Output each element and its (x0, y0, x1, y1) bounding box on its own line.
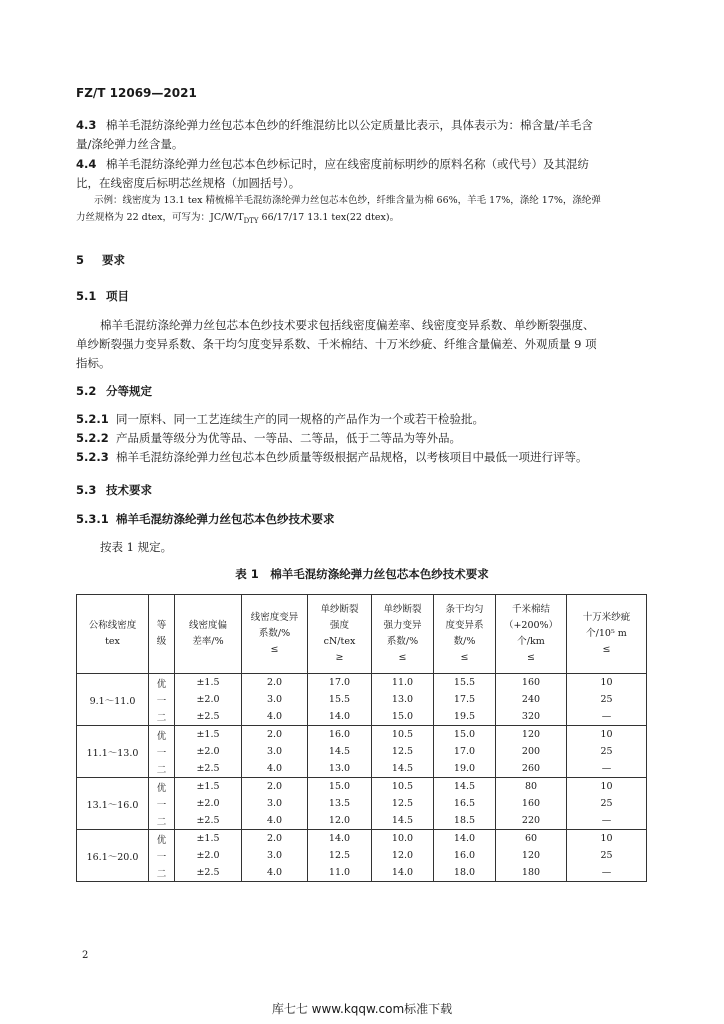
value-cell: 19.5 (434, 708, 496, 726)
section-5-heading (76, 252, 125, 268)
value-cell: 120 (496, 726, 567, 744)
table-header-cell (242, 595, 308, 674)
value-cell: 16.0 (434, 847, 496, 864)
table-row (77, 795, 647, 812)
value-cell: 14.0 (372, 864, 434, 882)
section-number: 5.2 (76, 384, 97, 398)
value-cell: 14.5 (372, 760, 434, 778)
header-line: 系数/% (386, 636, 419, 647)
value-cell: 2.0 (242, 830, 308, 848)
grade-cell: 优 (149, 830, 175, 848)
value-cell: ±2.5 (175, 760, 242, 778)
table-row (77, 830, 647, 848)
grade-cell: 优 (149, 778, 175, 796)
header-line: ≤ (527, 652, 535, 663)
body-line: 指标。 (76, 356, 111, 370)
value-cell: 11.0 (372, 674, 434, 692)
value-cell: 13.0 (308, 760, 372, 778)
value-cell: 220 (496, 812, 567, 830)
value-cell: 3.0 (242, 795, 308, 812)
table-row (77, 864, 647, 882)
clause-number: 5.2.3 (76, 450, 109, 464)
header-line: 个/10⁵ m (586, 628, 627, 639)
value-cell: 4.0 (242, 760, 308, 778)
value-cell: 16.0 (308, 726, 372, 744)
value-cell: ±2.0 (175, 691, 242, 708)
clause-text: 棉羊毛混纺涤纶弹力丝包芯本色纱标记时，应在线密度前标明纱的原料名称（或代号）及其混纺 (106, 157, 589, 171)
grade-cell: 二 (149, 708, 175, 726)
value-cell: 10 (567, 726, 647, 744)
value-cell: 17.5 (434, 691, 496, 708)
value-cell: 12.0 (308, 812, 372, 830)
example-subscript: DTY (243, 216, 259, 225)
value-cell: 25 (567, 743, 647, 760)
section-5-3-heading (76, 482, 152, 498)
value-cell: 14.5 (372, 812, 434, 830)
table-row (77, 778, 647, 796)
clause-text: 产品质量等级分为优等品、一等品、二等品，低于二等品为等外品。 (116, 431, 461, 445)
value-cell: 18.5 (434, 812, 496, 830)
value-cell: 320 (496, 708, 567, 726)
grade-cell: 一 (149, 795, 175, 812)
value-cell: 25 (567, 795, 647, 812)
value-cell: ±1.5 (175, 674, 242, 692)
grade-cell: 一 (149, 847, 175, 864)
table-reference: 按表 1 规定。 (100, 540, 173, 554)
header-line: 个/km (517, 636, 545, 647)
header-line: 单纱断裂 (383, 604, 422, 615)
section-title: 项目 (106, 289, 129, 303)
value-cell: 3.0 (242, 743, 308, 760)
value-cell: 15.0 (372, 708, 434, 726)
value-cell: 10 (567, 830, 647, 848)
value-cell: 13.0 (372, 691, 434, 708)
value-cell: 2.0 (242, 778, 308, 796)
section-title: 棉羊毛混纺涤纶弹力丝包芯本色纱技术要求 (116, 512, 335, 526)
value-cell: 14.0 (434, 830, 496, 848)
table-row (77, 812, 647, 830)
value-cell: 2.0 (242, 674, 308, 692)
header-line: ≥ (335, 652, 344, 663)
value-cell: 60 (496, 830, 567, 848)
header-line: 强力变异 (383, 620, 422, 631)
spec-table (76, 594, 647, 882)
header-line: 单纱断裂 (320, 604, 359, 615)
header-line: 级 (156, 636, 167, 647)
value-cell: 12.5 (372, 743, 434, 760)
value-cell: 10.0 (372, 830, 434, 848)
clause-text: 棉羊毛混纺涤纶弹力丝包芯本色纱质量等级根据产品规格，以考核项目中最低一项进行评等。 (116, 450, 588, 464)
value-cell: ±1.5 (175, 778, 242, 796)
example-note (76, 192, 660, 230)
body-line: 单纱断裂强力变异系数、条干均匀度变异系数、千米棉结、十万米纱疵、纤维含量偏差、外观质量 9 项 (76, 337, 597, 351)
header-line: 数/% (453, 636, 476, 647)
value-cell: — (567, 812, 647, 830)
value-cell: 14.0 (308, 708, 372, 726)
value-cell: 10.5 (372, 726, 434, 744)
header-line: 系数/% (258, 628, 291, 639)
value-cell: 4.0 (242, 864, 308, 882)
value-cell: 14.5 (434, 778, 496, 796)
table-row (77, 743, 647, 760)
linear-density-range: 11.1～13.0 (77, 726, 149, 778)
value-cell: ±2.5 (175, 812, 242, 830)
clause-5-2-2 (76, 429, 656, 448)
header-line: 线密度偏 (188, 620, 227, 631)
grade-cell: 一 (149, 743, 175, 760)
clause-number: 4.4 (76, 157, 97, 171)
header-line: （+200%） (503, 620, 559, 631)
table-header-row (77, 595, 647, 674)
section-number: 5.3 (76, 483, 97, 497)
value-cell: 16.5 (434, 795, 496, 812)
value-cell: 160 (496, 795, 567, 812)
value-cell: ±2.5 (175, 708, 242, 726)
value-cell: 13.5 (308, 795, 372, 812)
standard-code: FZ/T 12069—2021 (76, 86, 197, 100)
header-line: 千米棉结 (511, 604, 550, 615)
body-line: 棉羊毛混纺涤纶弹力丝包芯本色纱技术要求包括线密度偏差率、线密度变异系数、单纱断裂强度、 (100, 318, 595, 332)
value-cell: 3.0 (242, 847, 308, 864)
clause-number: 5.2.1 (76, 412, 109, 426)
header-line: tex (105, 636, 120, 647)
value-cell: 19.0 (434, 760, 496, 778)
value-cell: 4.0 (242, 708, 308, 726)
value-cell: 80 (496, 778, 567, 796)
clause-number: 4.3 (76, 118, 97, 132)
value-cell: ±2.0 (175, 847, 242, 864)
header-line: ≤ (460, 652, 469, 663)
value-cell: 240 (496, 691, 567, 708)
value-cell: 4.0 (242, 812, 308, 830)
value-cell: 180 (496, 864, 567, 882)
linear-density-range: 13.1～16.0 (77, 778, 149, 830)
section-title: 技术要求 (106, 483, 152, 497)
header-line: ≤ (398, 652, 407, 663)
value-cell: ±2.5 (175, 864, 242, 882)
value-cell: 17.0 (434, 743, 496, 760)
value-cell: 12.5 (308, 847, 372, 864)
section-title: 分等规定 (106, 384, 152, 398)
table-header-cell (77, 595, 149, 674)
grade-cell: 二 (149, 864, 175, 882)
section-5-1-heading (76, 288, 129, 304)
value-cell: 12.5 (372, 795, 434, 812)
clause-text: 量/涤纶弹力丝含量。 (76, 137, 184, 151)
grade-cell: 一 (149, 691, 175, 708)
value-cell: 10 (567, 778, 647, 796)
clause-text: 比，在线密度后标明芯丝规格（加圆括号）。 (76, 176, 301, 190)
value-cell: — (567, 708, 647, 726)
value-cell: 120 (496, 847, 567, 864)
value-cell: 18.0 (434, 864, 496, 882)
value-cell: 260 (496, 760, 567, 778)
clause-4-3 (76, 116, 656, 154)
value-cell: — (567, 760, 647, 778)
grade-cell: 优 (149, 674, 175, 692)
clause-4-4 (76, 155, 656, 193)
clause-5-2-1 (76, 410, 656, 429)
header-line: 十万米纱疵 (582, 612, 631, 623)
header-line: 等 (156, 620, 167, 631)
value-cell: — (567, 864, 647, 882)
table-row (77, 847, 647, 864)
value-cell: 12.0 (372, 847, 434, 864)
header-line: ≤ (602, 644, 611, 655)
grade-cell: 二 (149, 812, 175, 830)
linear-density-range: 16.1～20.0 (77, 830, 149, 882)
table-row (77, 674, 647, 692)
table-header-cell (175, 595, 242, 674)
header-line: 条干均匀 (445, 604, 484, 615)
section-5-3-1-heading (76, 511, 335, 527)
table-row (77, 726, 647, 744)
clause-5-2-3 (76, 448, 666, 467)
value-cell: 25 (567, 691, 647, 708)
value-cell: 15.0 (308, 778, 372, 796)
header-line: 差率/% (192, 636, 224, 647)
linear-density-range: 9.1～11.0 (77, 674, 149, 726)
value-cell: 15.0 (434, 726, 496, 744)
section-number: 5.3.1 (76, 512, 109, 526)
clause-text: 同一原料、同一工艺连续生产的同一规格的产品作为一个或若干检验批。 (116, 412, 484, 426)
section-title: 要求 (102, 253, 125, 267)
clause-text: 棉羊毛混纺涤纶弹力丝包芯本色纱的纤维混纺比以公定质量比表示，具体表示为：棉含量/羊毛含 (106, 118, 593, 132)
download-footer: 库七七 www.kqqw.com标准下载 (271, 1002, 453, 1016)
table-row (77, 691, 647, 708)
clause-number: 5.2.2 (76, 431, 109, 445)
value-cell: 200 (496, 743, 567, 760)
value-cell: 25 (567, 847, 647, 864)
value-cell: 14.0 (308, 830, 372, 848)
table-header-cell (308, 595, 372, 674)
value-cell: ±1.5 (175, 830, 242, 848)
table-header-cell (434, 595, 496, 674)
header-line: 强度 (329, 620, 349, 631)
value-cell: 14.5 (308, 743, 372, 760)
value-cell: 10 (567, 674, 647, 692)
example-line: 力丝规格为 22 dtex，可写为：JC/W/T (76, 212, 244, 223)
value-cell: ±2.0 (175, 795, 242, 812)
table-row (77, 708, 647, 726)
header-line: cN/tex (323, 636, 356, 647)
value-cell: ±1.5 (175, 726, 242, 744)
value-cell: 11.0 (308, 864, 372, 882)
section-number: 5 (76, 253, 85, 267)
value-cell: 2.0 (242, 726, 308, 744)
value-cell: 3.0 (242, 691, 308, 708)
example-line: 66/17/17 13.1 tex(22 dtex)。 (258, 212, 400, 223)
example-line: 示例：线密度为 13.1 tex 精梳棉羊毛混纺涤纶弹力丝包芯本色纱，纤维含量为棉 66%，羊毛 17%，涤纶 17%，涤纶弹 (94, 195, 601, 206)
value-cell: 10.5 (372, 778, 434, 796)
page-number: 2 (82, 950, 89, 961)
header-line: 度变异系 (445, 620, 484, 631)
value-cell: ±2.0 (175, 743, 242, 760)
grade-cell: 优 (149, 726, 175, 744)
table-caption: 表 1 棉羊毛混纺涤纶弹力丝包芯本色纱技术要求 (235, 567, 489, 581)
header-line: 公称线密度 (88, 620, 137, 631)
table-row (77, 760, 647, 778)
table-header-cell (149, 595, 175, 674)
table-header-cell (496, 595, 567, 674)
header-line: 线密度变异 (250, 612, 299, 623)
grade-cell: 二 (149, 760, 175, 778)
value-cell: 160 (496, 674, 567, 692)
value-cell: 17.0 (308, 674, 372, 692)
value-cell: 15.5 (434, 674, 496, 692)
section-number: 5.1 (76, 289, 97, 303)
table-header-cell (567, 595, 647, 674)
header-line: ≤ (270, 644, 279, 655)
section-5-2-heading (76, 383, 152, 399)
value-cell: 15.5 (308, 691, 372, 708)
section-5-1-body (76, 316, 656, 373)
table-header-cell (372, 595, 434, 674)
